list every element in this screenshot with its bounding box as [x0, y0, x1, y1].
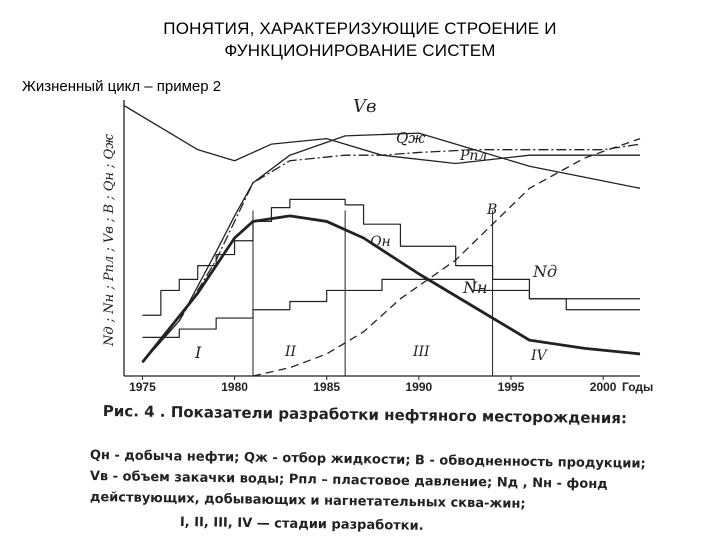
legend-line-4: I, II, III, IV — стадии разработки. [179, 515, 424, 534]
y-axis-label: Nд ; Nн ; Pпл ; Vв ; B ; Qн ; Qж [102, 134, 117, 346]
x-axis-label: Годы [622, 380, 654, 394]
label-ppl: Pпл [460, 148, 488, 164]
label-qzh: Qж [396, 129, 426, 147]
stage-label-4: IV [531, 348, 547, 364]
x-tick-label: 1985 [313, 380, 341, 394]
slide-title-line2: ФУНКЦИОНИРОВАНИЕ СИСТЕМ [224, 41, 496, 60]
x-tick-label: 1990 [405, 380, 433, 394]
x-tick-label: 1975 [129, 380, 156, 394]
series-line-7 [142, 279, 640, 337]
slide-subtitle: Жизненный цикл – пример 2 [22, 78, 222, 95]
label-nd: Nд [533, 262, 558, 281]
x-tick-label: 2000 [589, 380, 617, 394]
legend-line-3: действующих, добывающих и нагнетательных сква-жин; [89, 490, 526, 512]
series-line-4 [253, 139, 640, 376]
series-line-2 [142, 144, 640, 362]
legend-line-2: Vв - объем закачки воды; Рпл – пластовое давление; Nд , Nн - фонд [89, 469, 608, 493]
label-b: B [487, 202, 498, 218]
label-vb: Vв [353, 96, 377, 117]
legend-line-1: Qн - добыча нефти; Qж - отбор жидкости; В - обводненность продукции; [89, 448, 646, 472]
series-line-1 [142, 133, 640, 362]
slide-title-line1: ПОНЯТИЯ, ХАРАКТЕРИЗУЮЩИЕ СТРОЕНИЕ И [163, 19, 557, 38]
label-qn: Qн [370, 234, 391, 250]
stage-label-3: III [413, 344, 430, 360]
stage-label-1: I [195, 343, 202, 362]
label-nn: Nн [463, 278, 488, 297]
stage-label-2: II [285, 344, 297, 360]
figure-caption: Рис. 4 . Показатели разработки нефтяного месторождения: [102, 402, 628, 428]
x-tick-label: 1995 [497, 380, 525, 394]
series-line-5 [142, 216, 640, 362]
x-tick-label: 1980 [221, 380, 248, 394]
